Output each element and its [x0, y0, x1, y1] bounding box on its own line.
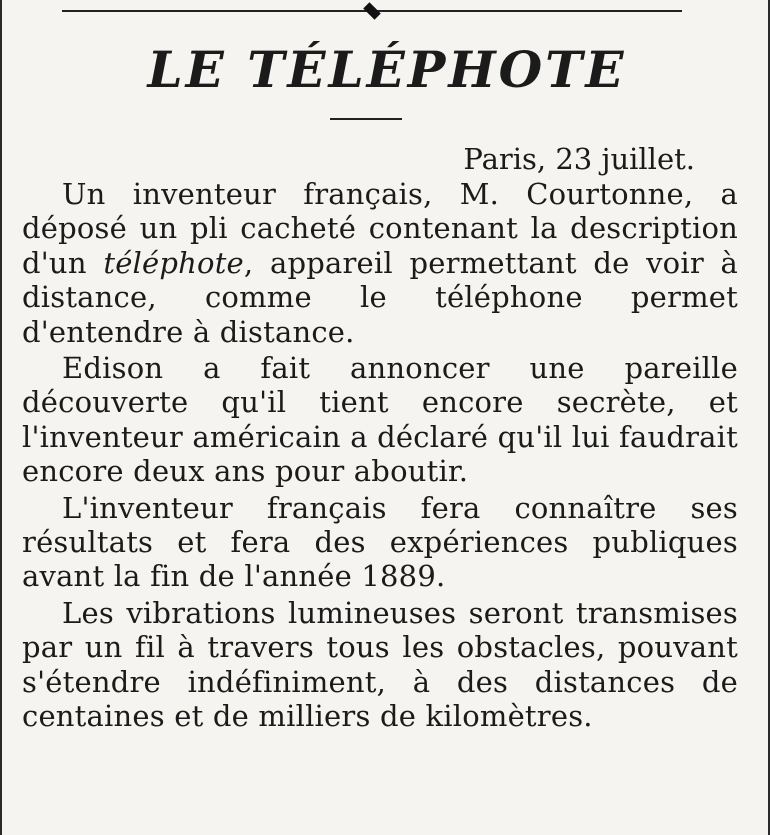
- diamond-ornament-icon: [363, 2, 381, 20]
- paragraph-3: L'inventeur français fera connaître ses résultats et fera des expériences publiques avant la fin de l'année 1889.: [22, 490, 738, 594]
- article-title: LE TÉLÉPHOTE: [147, 40, 627, 99]
- paragraph-1-text-start: Un inventeur français, M. Courtonne, a déposé un pli cacheté contenant la description d'un: [22, 177, 738, 280]
- dateline: Paris, 23 juillet.: [463, 142, 695, 176]
- paragraph-1-text-end: , appareil permettant de voir à distance, comme le téléphone permet d'entendre à distance.: [22, 245, 739, 349]
- paragraph-2: Edison a fait annoncer une pareille découverte qu'il tient encore secrète, et l'inventeur américain a déclaré qu'il lui faudrait encore deux ans pour aboutir.: [22, 351, 738, 489]
- ornamental-rule: [62, 6, 682, 16]
- paragraph-4: Les vibrations lumineuses seront transmises par un fil à travers tous les obstacles, pouvant s'étendre indéfiniment, à des distances de centaines et de milliers de kilomètres.: [22, 595, 738, 734]
- article-body: [22, 177, 738, 734]
- emphasized-term: téléphote: [103, 245, 244, 280]
- title-underline: [330, 118, 402, 120]
- paragraph-1: [22, 177, 738, 349]
